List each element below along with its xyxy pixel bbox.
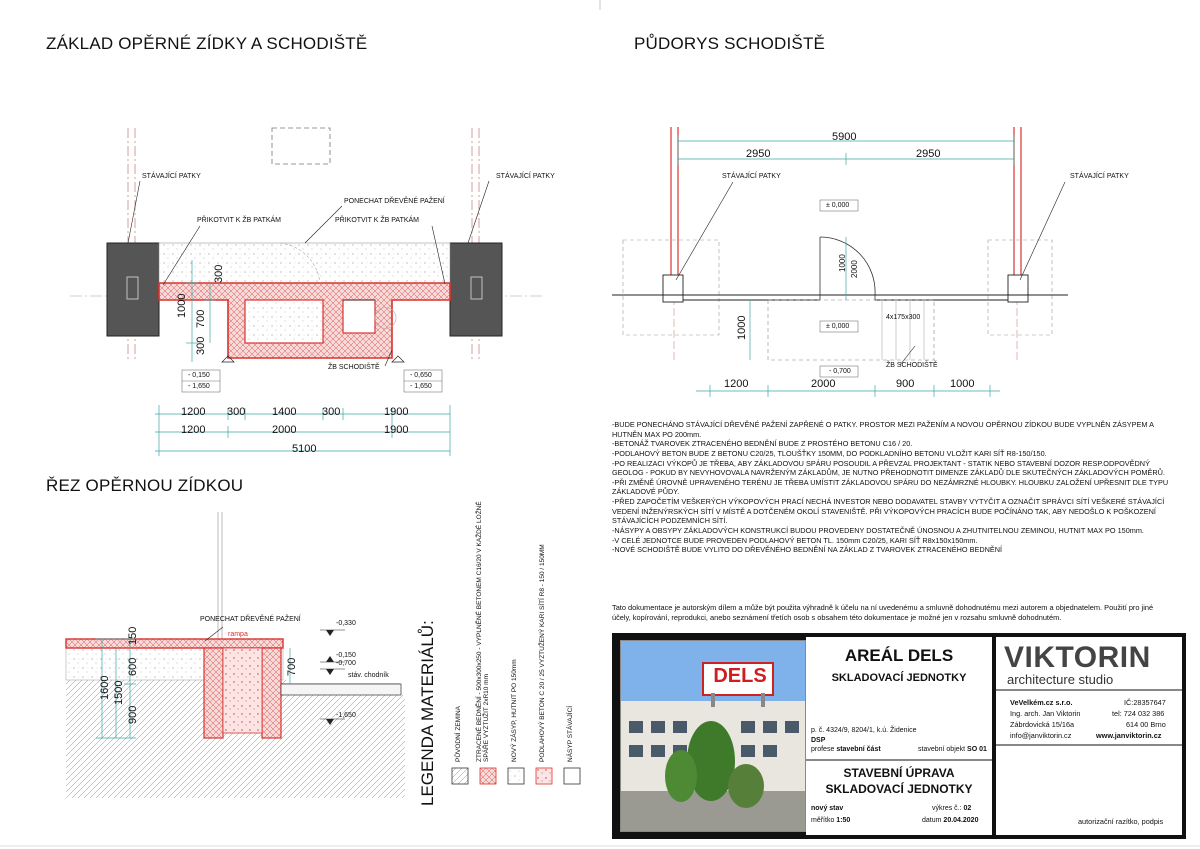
plan-dim-v-1000b: 1000 (736, 315, 748, 340)
plan-dim-bottom-0: 1200 (724, 378, 749, 390)
tb-ic: IČ:28357647 (1124, 698, 1166, 707)
section-level-4: -1,650 (336, 712, 356, 719)
legend-item-0: PŮVODNÍ ZEMINA (455, 706, 462, 762)
plan-level-low: - 0,700 (829, 368, 851, 375)
dim-row1-3: 300 (322, 406, 341, 418)
tb-project: AREÁL DELS (844, 646, 954, 665)
section-walkway: stáv. chodník (348, 672, 389, 679)
level-left-2: - 1,650 (188, 383, 210, 390)
note-6: -NÁSYPY A OBSYPY ZÁKLADOVÝCH KONSTRUKCÍ BUDOU PROVEDENY DOSTATEČNĚ ÚNOSNOU A ZHUTNITELNOU ZEMINOU, HUTNIT MAX PO 150mm. (612, 525, 1144, 535)
dim-row1-1: 300 (227, 406, 246, 418)
plan-level-top: ± 0,000 (826, 202, 850, 209)
legend-title: LEGENDA MATERIÁLŮ: (418, 620, 437, 806)
dim-row2-0: 1200 (181, 424, 206, 436)
tb-object (918, 746, 987, 753)
tb-street: Zábrdovická 15/16a (1010, 720, 1075, 729)
tb-web: www.janviktorin.cz (1096, 731, 1162, 740)
note-0: -BUDE PONECHÁNO STÁVAJÍCÍ DŘEVĚNÉ PAŽENÍ ZAPŘENÉ O PATKY. PROSTOR MEZI PAŽENÍM A NOVOU OPĚRNOU ZÍDKOU BUDE VYPLNĚN ZÁSYPEM A HUTNĚN MAX PO 200mm. (612, 420, 1154, 439)
tb-email: info@janviktorin.cz (1010, 731, 1072, 740)
section-dim-600: 600 (127, 657, 139, 676)
plan-label-existing-left: STÁVAJÍCÍ PATKY (722, 173, 781, 180)
tb-parcel: p. č. 4324/9, 8204/1, k.ú. Židenice (811, 727, 917, 734)
plan-dim-half-left: 2950 (746, 148, 771, 160)
plan-dim-half-right: 2950 (916, 148, 941, 160)
photo-sign-text: DELS (713, 665, 767, 687)
level-right-1: - 0,650 (410, 372, 432, 379)
tb-scale (811, 817, 850, 824)
section-dim-700: 700 (286, 657, 298, 676)
section-label-ramp: rampa (228, 631, 248, 638)
general-notes (612, 420, 1172, 555)
section-dim-150: 150 (127, 626, 139, 645)
section-level-2: -0,150 (336, 652, 356, 659)
tb-sheet-label: výkres č.: (932, 805, 962, 812)
copyright-text: Tato dokumentace je autorským dílem a může být použita výhradně k účelu na ní uvedenému a smluvně dohodnutému mezi autorem a objednatelem. Použití pro jiné účely, kopírování, reprodukci, anebo seznámení třetích osob s obsahem této dokumentace je možné jen v rozsahu smluvně dohodnutém. (612, 603, 1154, 622)
tb-state: nový stav (811, 805, 844, 812)
section-dim-1600: 1600 (99, 675, 111, 700)
title-section: ŘEZ OPĚRNOU ZÍDKOU (46, 476, 244, 495)
tb-date (922, 817, 978, 824)
dim-row2-2: 1900 (384, 424, 409, 436)
plan-label-stair: ŽB SCHODIŠTĚ (886, 362, 938, 369)
tb-date-value: 20.04.2020 (943, 817, 979, 824)
plan-dim-bottom-2: 900 (896, 378, 915, 390)
dim-row1-4: 1900 (384, 406, 409, 418)
plan-steps: 4x175x300 (886, 314, 921, 321)
note-4: -PŘI ZMĚNĚ ÚROVNĚ UPRAVENÉHO TERÉNU JE TŘEBA UMÍSTIT ZÁKLADOVOU SPÁRU DO NEZÁMRZNÉ HLOUBKY. HLOUBKU ZALOŽENÍ UPŘESNIT DLE TYPU ZÁKLADOVÉ PŮDY. (612, 477, 1169, 497)
tb-tel: tel: 724 032 386 (1112, 709, 1165, 718)
note-7: -V CELÉ JEDNOTCE BUDE PROVEDEN PODLAHOVÝ BETON TL. 150mm C20/25, KARI SÍŤ R8x150x150mm. (612, 535, 978, 545)
level-left-1: - 0,150 (188, 372, 210, 379)
dim-v-1000: 1000 (176, 293, 188, 318)
tb-person: Ing. arch. Jan Viktorin (1010, 709, 1081, 718)
dim-row2-1: 2000 (272, 424, 297, 436)
note-5: -PŘED ZAPOČETÍM VEŠKERÝCH VÝKOPOVÝCH PRACÍ NECHÁ INVESTOR NEBO DODAVATEL STAVBY VYTYČIT A OZNAČIT SPRÁVCI SÍTÍ VEŠKERÉ STÁVAJÍCÍ VEDENÍ INŽENÝRSKÝCH SÍTÍ V MÍSTĚ A DOTČENÉM OKOLÍ STAVENIŠTĚ. PŘI VÝKOPOVÝCH PRACÍCH BUDE POČÍNÁNO TAK, ABY NEDOŠLO K POŠKOZENÍ STÁVAJÍCÍCH PODZEMNÍCH SÍTÍ. (612, 497, 1165, 526)
tb-object-value: SO 01 (967, 746, 987, 753)
tb-subproject: SKLADOVACÍ JEDNOTKY (831, 672, 967, 684)
legend-item-3: PODLAHOVÝ BETON C 20 / 25 VYZTUŽENÝ KARI SÍTÍ R8 - 150 / 150MM (539, 544, 546, 762)
studio-logo-name: VIKTORIN (1004, 641, 1151, 674)
label-existing-left: STÁVAJÍCÍ PATKY (142, 173, 201, 180)
studio-logo-tagline: architecture studio (1007, 672, 1114, 687)
legend-item-2: NOVÝ ZÁSYP, HUTNIT PO 150mm (511, 659, 518, 762)
section-dim-900: 900 (127, 705, 139, 724)
dim-total: 5100 (292, 443, 317, 455)
section-dim-1500: 1500 (113, 680, 125, 705)
title-plan: PŮDORYS SCHODIŠTĚ (634, 34, 826, 53)
note-3: -PO REALIZACI VÝKOPŮ JE TŘEBA, ABY ZÁKLADOVOU SPÁRU POSOUDIL A PŘEVZAL PROJEKTANT - STATIK NEBO STAVEBNÍ DOZOR RESP.ODPOVĚDNÝ GEOLOG - POKUD BY NEVYHOVOVALA NAVRŽENÝM ZÁKLADŮM, JE NUTNO PŘEHODNOTIT DIMENZE ZÁKLADŮ DLE SKUTEČNÝCH ZÁKLADOVÝCH POMĚRŮ. (612, 458, 1165, 478)
building-photo (620, 640, 806, 832)
tb-drawing-title-1: STAVEBNÍ ÚPRAVA (843, 766, 955, 780)
legend-item-4: NÁSYP STÁVAJÍCÍ (567, 705, 574, 762)
dim-v-300a: 300 (213, 264, 225, 283)
label-anchor-left: PŘIKOTVIT K ŽB PATKÁM (197, 217, 282, 224)
tb-scale-label: měřítko (811, 817, 835, 824)
note-1: -BETONÁŽ TVAROVEK ZTRACENÉHO BEDNĚNÍ BUDE Z PROSTÉHO BETONU C16 / 20. (612, 439, 913, 449)
dim-row1-0: 1200 (181, 406, 206, 418)
tb-drawing-title-2: SKLADOVACÍ JEDNOTKY (825, 782, 973, 796)
dim-v-300b: 300 (195, 336, 207, 355)
copyright-notice (612, 603, 1172, 623)
label-timber: PONECHAT DŘEVĚNÉ PAŽENÍ (344, 198, 445, 205)
label-anchor-right: PŘIKOTVIT K ŽB PATKÁM (335, 217, 420, 224)
title-foundation: ZÁKLAD OPĚRNÉ ZÍDKY A SCHODIŠTĚ (46, 34, 368, 53)
legend-item-1: ZTRACENÉ BEDNĚNÍ - 500x300x250 - VYPLNĚNÉ BETONEM C16/20 V KAŽDÉ LOŽNÉ SPÁŘE VYZTUŽIT 2xR10 mm (476, 501, 491, 762)
dim-v-700: 700 (195, 309, 207, 328)
legend-swatches (452, 768, 580, 784)
plan-dim-bottom-1: 2000 (811, 378, 836, 390)
plan-label-existing-right: STÁVAJÍCÍ PATKY (1070, 173, 1129, 180)
note-2: -PODLAHOVÝ BETON BUDE Z BETONU C20/25, TLOUŠŤKY 150MM, DO PODKLADNÍHO BETONU VLOŽIT KARI SÍŤ R8-150/150. (612, 448, 1047, 458)
plan-dim-bottom-3: 1000 (950, 378, 975, 390)
plan-dim-total: 5900 (832, 131, 857, 143)
section-level-3: -0,700 (336, 660, 356, 667)
tb-profession-value: stavební část (836, 746, 881, 753)
dim-row1-2: 1400 (272, 406, 297, 418)
note-8: -NOVÉ SCHODIŠTĚ BUDE VYLITO DO DŘEVĚNÉHO BEDNĚNÍ NA ZÁKLAD Z TVAROVEK ZTRACENÉHO BEDNĚNÍ (612, 545, 1003, 555)
tb-date-label: datum (922, 817, 942, 824)
tb-stamp: autorizační razítko, podpis (1078, 817, 1164, 826)
tb-city: 614 00 Brno (1126, 720, 1166, 729)
label-existing-right: STÁVAJÍCÍ PATKY (496, 173, 555, 180)
tb-company: VeVelkém.cz s.r.o. (1010, 698, 1073, 707)
plan-dim-v-2000: 2000 (850, 260, 859, 278)
tb-scale-value: 1:50 (836, 817, 851, 824)
plan-level-mid: ± 0,000 (826, 323, 850, 330)
tb-sheet-value: 02 (963, 805, 972, 812)
section-level-1: -0,330 (336, 620, 356, 627)
tb-object-label: stavební objekt (918, 746, 966, 753)
level-right-2: - 1,650 (410, 383, 432, 390)
label-stair: ŽB SCHODIŠTĚ (328, 364, 380, 371)
tb-profession-label: profese (811, 746, 835, 753)
plan-dim-v-1000a: 1000 (838, 254, 847, 272)
tb-profession (811, 746, 881, 753)
tb-sheet (932, 805, 971, 812)
section-label-timber: PONECHAT DŘEVĚNÉ PAŽENÍ (200, 616, 301, 623)
tb-stage: DSP (811, 737, 826, 744)
